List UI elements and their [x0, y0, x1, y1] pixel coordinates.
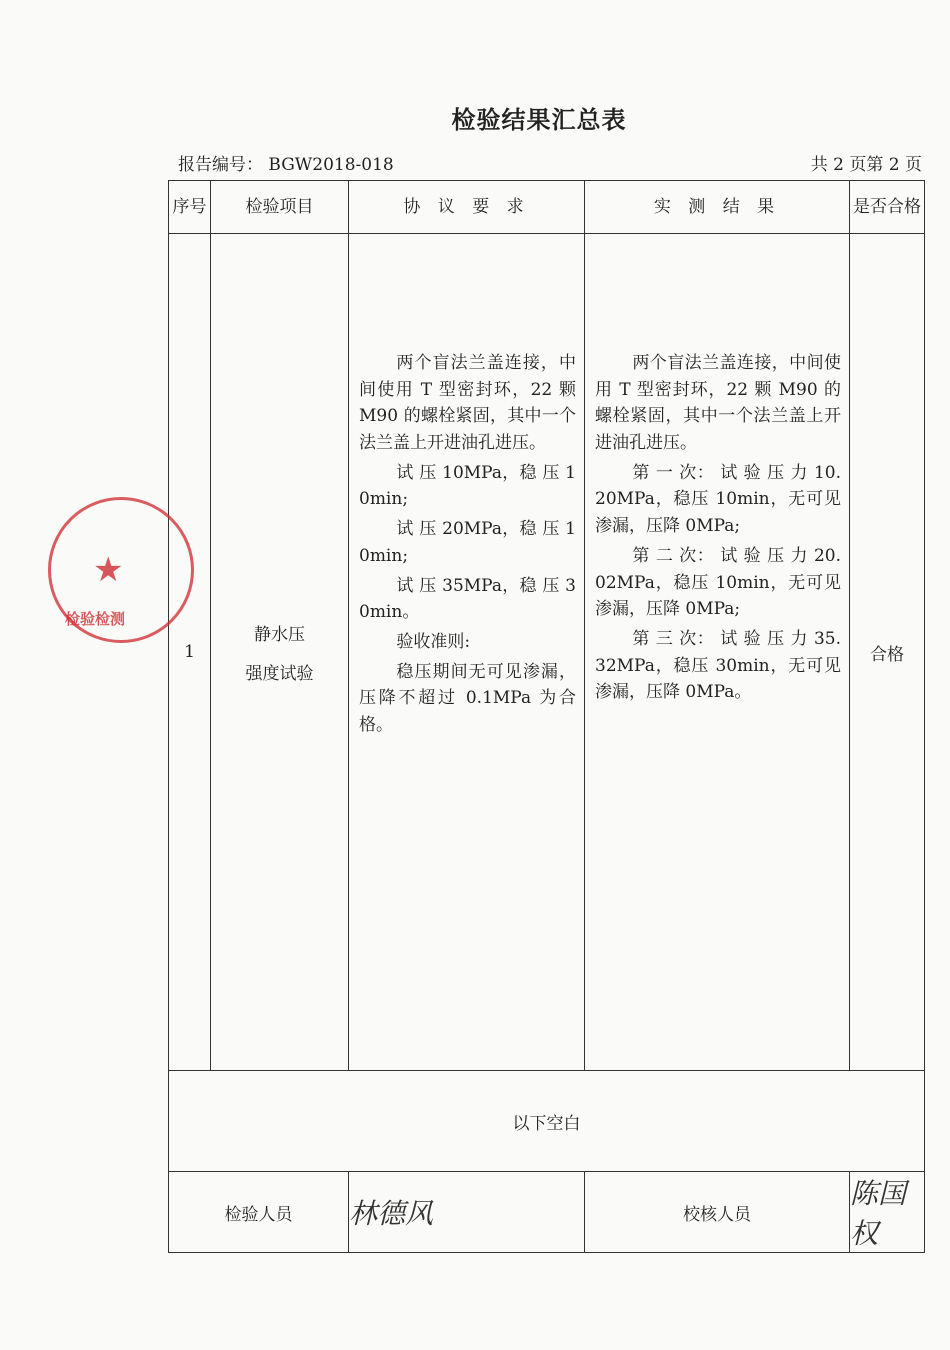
- row-requirement: [349, 234, 585, 1071]
- reviewer-label: 校核人员: [585, 1172, 850, 1253]
- blank-row: [169, 1071, 925, 1172]
- stamp-star-icon: ★: [93, 550, 124, 590]
- stamp-text: 检验检测: [65, 610, 126, 628]
- requirement-p5: 验收准则:: [396, 631, 471, 652]
- row-result: [585, 234, 850, 1071]
- result-p2: 第 一 次： 试 验 压 力 10.20MPa，稳压 10min，无可见渗漏，压降 0MPa;: [595, 462, 841, 537]
- document-title: 检验结果汇总表: [451, 106, 627, 134]
- inspection-summary-table: [168, 180, 925, 1253]
- row-item: [211, 234, 349, 1071]
- page-info: 共 2 页第 2 页: [810, 155, 922, 175]
- result-p1: 两个盲法兰盖连接，中间使用 T 型密封环，22 颗 M90 的螺栓紧固，其中一个法兰盖上开进油孔进压。: [595, 353, 841, 454]
- result-p3: 第 二 次： 试 验 压 力 20.02MPa，稳压 10min，无可见渗漏，压降 0MPa;: [595, 545, 841, 620]
- official-stamp: [48, 497, 194, 643]
- signature-row: [169, 1172, 925, 1253]
- header-result: 实 测 结 果: [585, 181, 850, 234]
- result-p4: 第 三 次： 试 验 压 力 35.32MPa，稳压 30min，无可见渗漏，压降 0MPa。: [595, 628, 841, 703]
- header-item: 检验项目: [211, 181, 349, 234]
- report-number: 报告编号： BGW2018-018: [178, 155, 394, 175]
- requirement-p2: 试 压 10MPa，稳 压 10min;: [359, 462, 576, 510]
- requirement-p1: 两个盲法兰盖连接，中间使用 T 型密封环，22 颗 M90 的螺栓紧固，其中一个法兰盖上开进油孔进压。: [359, 353, 576, 454]
- row-seq: 1: [169, 234, 211, 1071]
- inspector-signature: 林德风: [349, 1172, 585, 1253]
- blank-note: 以下空白: [169, 1071, 925, 1172]
- requirement-p6: 稳压期间无可见渗漏，压降不超过 0.1MPa 为合格。: [359, 661, 576, 735]
- header-row: [169, 181, 925, 234]
- header-seq: 序号: [169, 181, 211, 234]
- inspector-label: 检验人员: [169, 1172, 349, 1253]
- requirement-p3: 试 压 20MPa，稳 压 10min;: [359, 519, 576, 566]
- row-pass: 合格: [850, 234, 925, 1071]
- table-row: [169, 234, 925, 1071]
- requirement-p4: 试 压 35MPa，稳 压 30min。: [359, 575, 576, 623]
- reviewer-signature: 陈国权: [850, 1172, 925, 1253]
- item-line2: 强度试验: [245, 664, 314, 684]
- header-requirement: 协 议 要 求: [349, 181, 585, 234]
- item-line1: 静水压: [254, 625, 305, 645]
- header-pass: 是否合格: [850, 181, 925, 234]
